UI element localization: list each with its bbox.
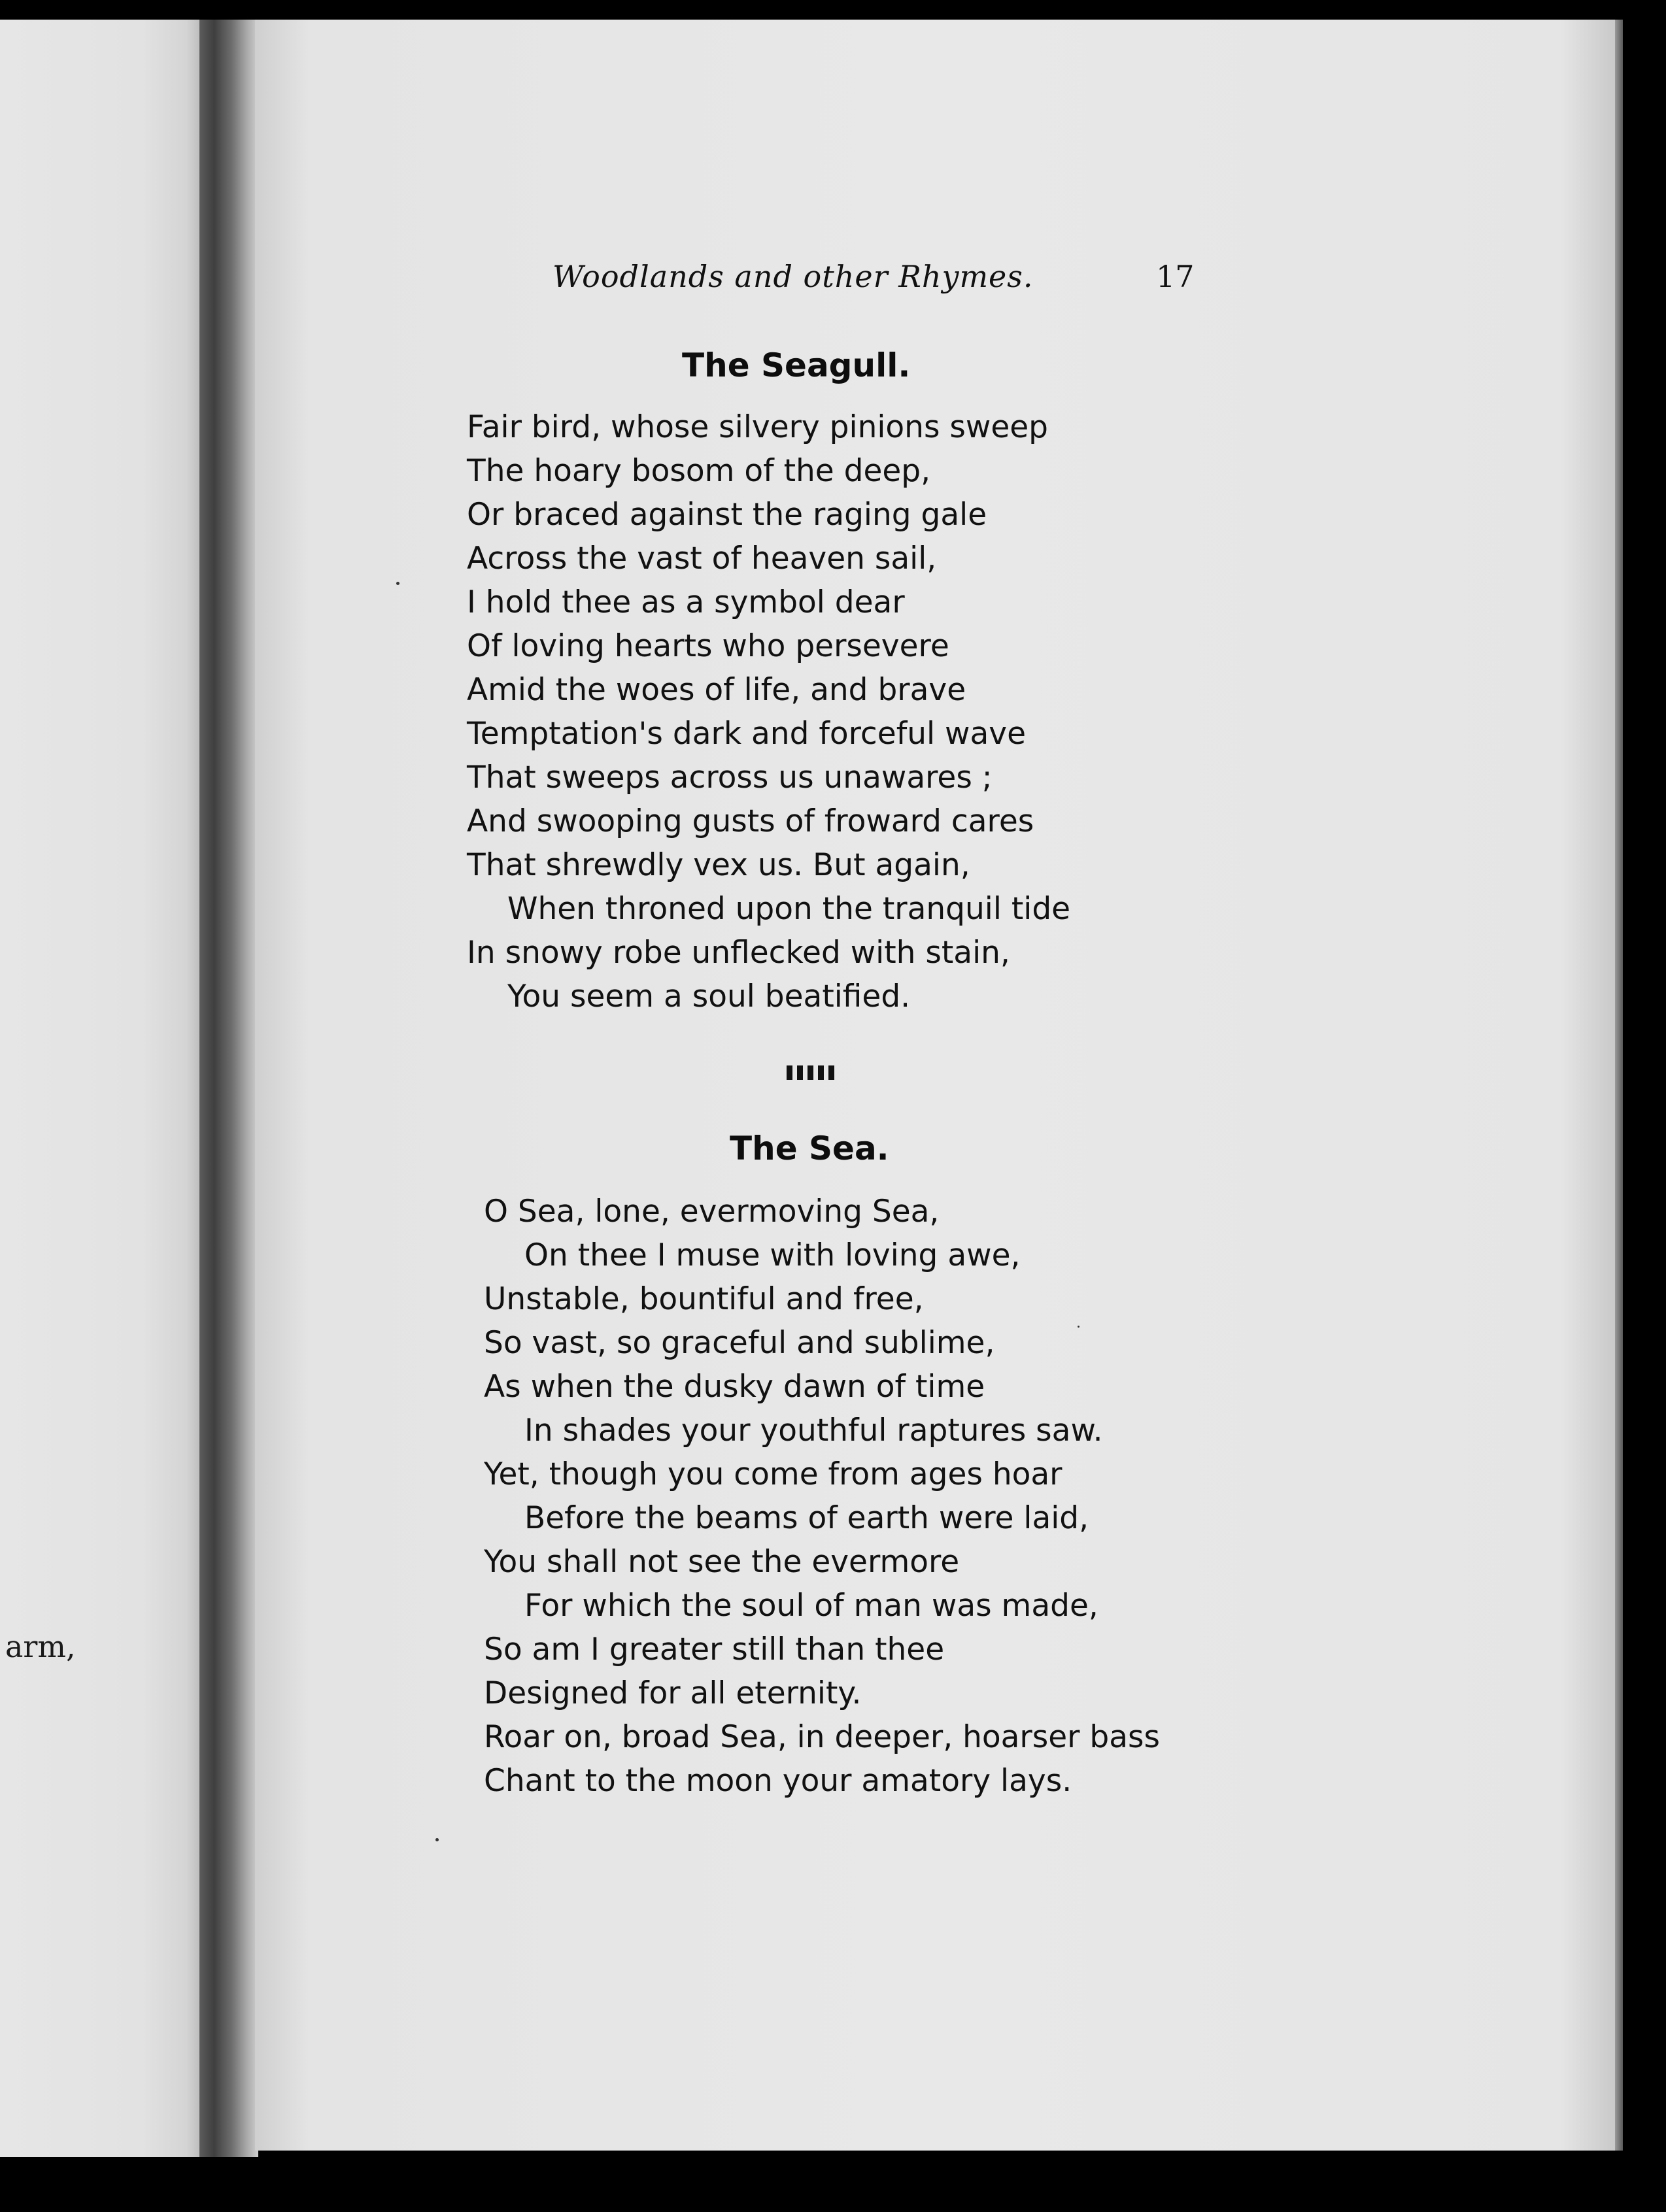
poem-line: Or braced against the raging gale <box>467 497 987 533</box>
poem-line: The hoary bosom of the deep, <box>467 453 931 489</box>
poem-line: That shrewdly vex us. But again, <box>467 847 970 883</box>
scan-speck <box>1078 1326 1080 1328</box>
poem-line: You seem a soul beatified. <box>507 979 911 1014</box>
poem-line: On thee I muse with loving awe, <box>524 1237 1021 1273</box>
poem-line: Fair bird, whose silvery pinions sweep <box>467 409 1048 445</box>
poem-line: When throned upon the tranquil tide <box>507 891 1071 927</box>
poem-line: You shall not see the evermore <box>484 1544 960 1580</box>
poem-line: For which the soul of man was made, <box>524 1588 1098 1624</box>
poem-line: And swooping gusts of froward cares <box>467 803 1034 839</box>
poem-line: I hold thee as a symbol dear <box>467 584 905 620</box>
poem-line: Unstable, bountiful and free, <box>484 1281 924 1317</box>
poem-line: Temptation's dark and forceful wave <box>467 716 1026 752</box>
poem-line: As when the dusky dawn of time <box>484 1369 985 1405</box>
poem-line: Yet, though you come from ages hoar <box>484 1456 1062 1492</box>
page-edge-shadow <box>1615 20 1623 2151</box>
poem-line: Amid the woes of life, and brave <box>467 672 966 708</box>
poem-sea-lines <box>484 1190 1160 1803</box>
poem-seagull-lines <box>467 405 1070 1018</box>
poem-line: Designed for all eternity. <box>484 1675 862 1711</box>
left-page-text-fragment: arm, <box>5 1629 76 1664</box>
poem-line: That sweeps across us unawares ; <box>467 760 993 796</box>
scan-speck <box>396 582 400 585</box>
book-gutter-shadow <box>199 20 258 2157</box>
poem-line: O Sea, lone, evermoving Sea, <box>484 1194 940 1230</box>
poem-title-sea: The Sea. <box>730 1130 889 1167</box>
poem-line: Chant to the moon your amatory lays. <box>484 1763 1072 1799</box>
poem-line: Before the beams of earth were laid, <box>524 1500 1089 1536</box>
poem-line: Across the vast of heaven sail, <box>467 541 937 577</box>
poem-line: In shades your youthful raptures saw. <box>524 1413 1103 1449</box>
scan-speck <box>435 1838 439 1841</box>
poem-line: Of loving hearts who persevere <box>467 628 949 664</box>
running-head: Woodlands and other Rhymes. <box>552 259 1034 294</box>
right-page <box>255 20 1615 2151</box>
left-facing-page <box>0 20 203 2157</box>
poem-title-seagull: The Seagull. <box>682 346 911 384</box>
section-divider-ornament <box>787 1065 834 1080</box>
poem-line: Roar on, broad Sea, in deeper, hoarser bass <box>484 1719 1161 1755</box>
poem-line: So am I greater still than thee <box>484 1632 945 1667</box>
poem-line: In snowy robe unflecked with stain, <box>467 935 1010 971</box>
poem-line: So vast, so graceful and sublime, <box>484 1325 995 1361</box>
page-number: 17 <box>1156 259 1195 294</box>
